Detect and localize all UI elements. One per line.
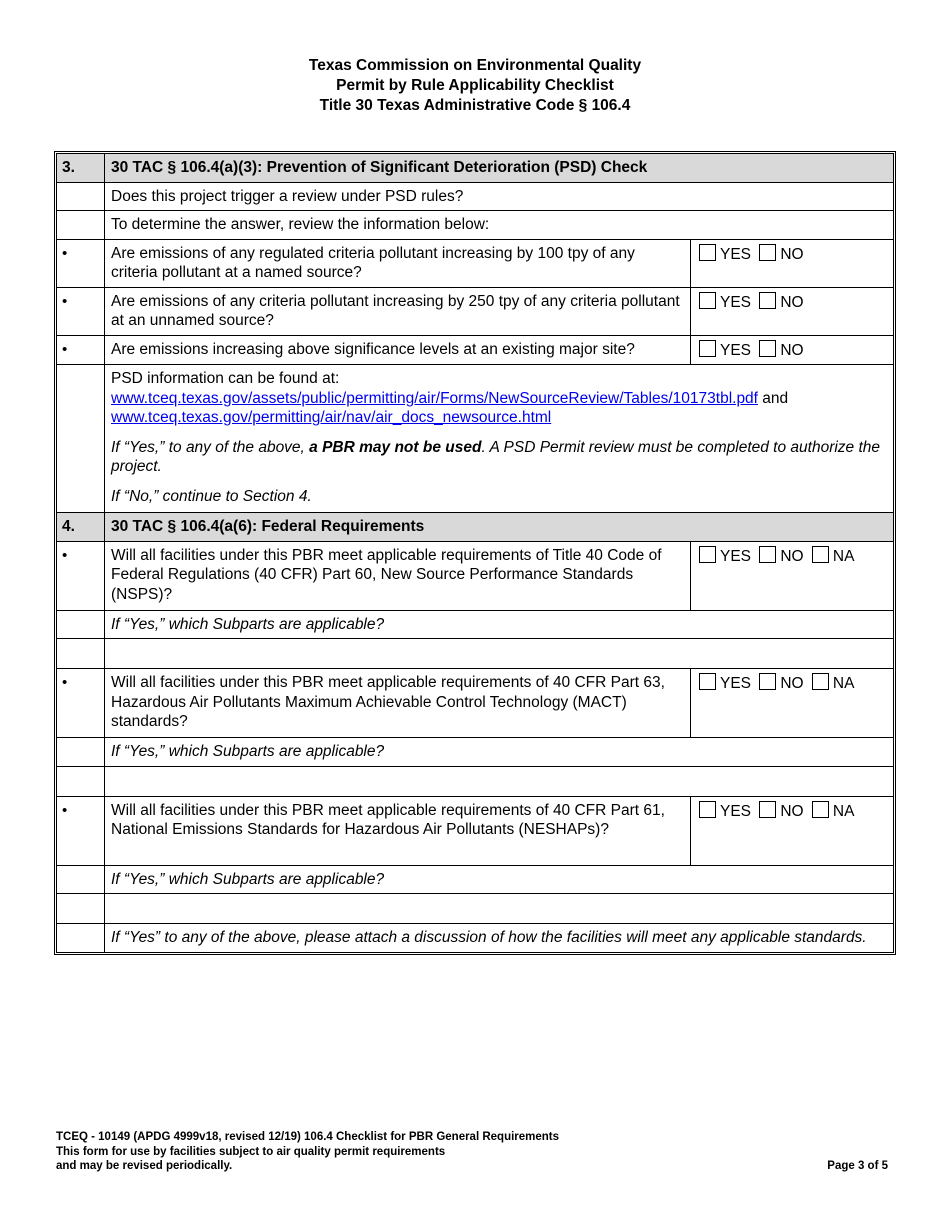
no-checkbox[interactable] — [759, 673, 776, 690]
subparts-answer-row — [57, 639, 893, 669]
table-row — [57, 211, 893, 240]
footer-usage-note: This form for use by facilities subject to air quality permit requirements — [56, 1145, 446, 1158]
item-text: Are emissions increasing above significance levels at an existing major site? — [105, 335, 691, 365]
subparts-answer-field[interactable] — [105, 639, 894, 669]
checklist-item — [57, 669, 893, 738]
checklist-item — [57, 541, 893, 610]
psd-info-intro: PSD information can be found at: — [111, 370, 340, 387]
no-checkbox[interactable] — [759, 244, 776, 261]
table-row — [57, 924, 893, 952]
no-checkbox[interactable] — [759, 340, 776, 357]
psd-no-note: If “No,” continue to Section 4. — [111, 487, 312, 505]
option-group: YES NO — [691, 287, 894, 335]
yes-checkbox[interactable] — [699, 801, 716, 818]
page-number: Page 3 of 5 — [827, 1160, 888, 1172]
item-text: Will all facilities under this PBR meet applicable requirements of 40 CFR Part 61, National Emissions Standards for Hazardous Air Pollutants (NESHAPs)? — [105, 796, 691, 865]
closing-note: If “Yes” to any of the above, please attach a discussion of how the facilities will meet any applicable standards. — [105, 924, 894, 952]
checklist-item — [57, 287, 893, 335]
item-text: Will all facilities under this PBR meet applicable requirements of Title 40 Code of Federal Regulations (40 CFR) Part 60, New Source Performance Standards (NSPS)? — [105, 541, 691, 610]
checklist-item — [57, 335, 893, 365]
form-id: TCEQ - 10149 (APDG 4999v18, revised 12/19) 106.4 Checklist for PBR General Requirements — [56, 1131, 560, 1143]
option-group: YES NO — [691, 335, 894, 365]
psd-yes-note: If “Yes,” to any of the above, a PBR may not be used. A PSD Permit review must be completed to authorize the project. — [111, 438, 881, 475]
yes-checkbox[interactable] — [699, 673, 716, 690]
checklist-table — [57, 154, 893, 952]
code-reference: Title 30 Texas Administrative Code § 106.4 — [319, 97, 631, 114]
table-row — [57, 738, 893, 767]
subparts-answer-field[interactable] — [105, 894, 894, 924]
section-title: 30 TAC § 106.4(a(6): Federal Requirements — [105, 513, 894, 542]
new-source-docs-link[interactable]: www.tceq.texas.gov/permitting/air/nav/air_docs_newsource.html — [111, 409, 552, 426]
form-footer — [56, 1130, 888, 1174]
bullet: • — [62, 546, 68, 564]
section-3-header — [57, 154, 893, 182]
bullet: • — [62, 292, 68, 310]
subparts-answer-row — [57, 766, 893, 796]
psd-instruction: To determine the answer, review the information below: — [105, 211, 894, 240]
no-checkbox[interactable] — [759, 292, 776, 309]
subparts-prompt: If “Yes,” which Subparts are applicable? — [105, 738, 894, 767]
subparts-answer-row — [57, 894, 893, 924]
item-text: Will all facilities under this PBR meet applicable requirements of 40 CFR Part 63, Hazardous Air Pollutants Maximum Achievable Control Technology (MACT) standards? — [105, 669, 691, 738]
yes-checkbox[interactable] — [699, 340, 716, 357]
checklist-item — [57, 239, 893, 287]
no-checkbox[interactable] — [759, 546, 776, 563]
bullet: • — [62, 340, 68, 358]
option-group: YES NO NA — [691, 796, 894, 865]
item-text: Are emissions of any criteria pollutant increasing by 250 tpy of any criteria pollutant at an unnamed source? — [105, 287, 691, 335]
section-number: 3. — [57, 154, 105, 182]
bullet: • — [62, 244, 68, 262]
na-checkbox[interactable] — [812, 673, 829, 690]
yes-checkbox[interactable] — [699, 244, 716, 261]
bullet: • — [62, 674, 68, 691]
form-header — [0, 56, 950, 116]
option-group: YES NO NA — [691, 669, 894, 738]
item-text: Are emissions of any regulated criteria pollutant increasing by 100 tpy of any criteria pollutant at a named source? — [105, 239, 691, 287]
footer-revision-note: and may be revised periodically. — [56, 1160, 233, 1172]
table-row — [57, 182, 893, 211]
table-row — [57, 610, 893, 639]
checklist-frame — [54, 151, 896, 955]
checklist-item — [57, 796, 893, 865]
subparts-prompt: If “Yes,” which Subparts are applicable? — [105, 610, 894, 639]
agency-name: Texas Commission on Environmental Quality — [308, 57, 642, 74]
link-joiner: and — [758, 389, 789, 407]
na-checkbox[interactable] — [812, 546, 829, 563]
form-title: Permit by Rule Applicability Checklist — [336, 77, 614, 94]
na-checkbox[interactable] — [812, 801, 829, 818]
yes-checkbox[interactable] — [699, 292, 716, 309]
psd-question: Does this project trigger a review under PSD rules? — [105, 182, 894, 211]
subparts-answer-field[interactable] — [105, 766, 894, 796]
psd-table-link[interactable]: www.tceq.texas.gov/assets/public/permitting/air/Forms/NewSourceReview/Tables/10173tbl.pdf — [111, 389, 758, 407]
option-group: YES NO — [691, 239, 894, 287]
yes-checkbox[interactable] — [699, 546, 716, 563]
option-group: YES NO NA — [691, 541, 894, 610]
psd-info-row — [57, 365, 893, 513]
no-checkbox[interactable] — [759, 801, 776, 818]
section-4-header — [57, 513, 893, 542]
bullet: • — [62, 801, 68, 819]
table-row — [57, 865, 893, 894]
section-title: 30 TAC § 106.4(a)(3): Prevention of Significant Deterioration (PSD) Check — [105, 154, 894, 182]
subparts-prompt: If “Yes,” which Subparts are applicable? — [105, 865, 894, 894]
section-number: 4. — [57, 513, 105, 542]
